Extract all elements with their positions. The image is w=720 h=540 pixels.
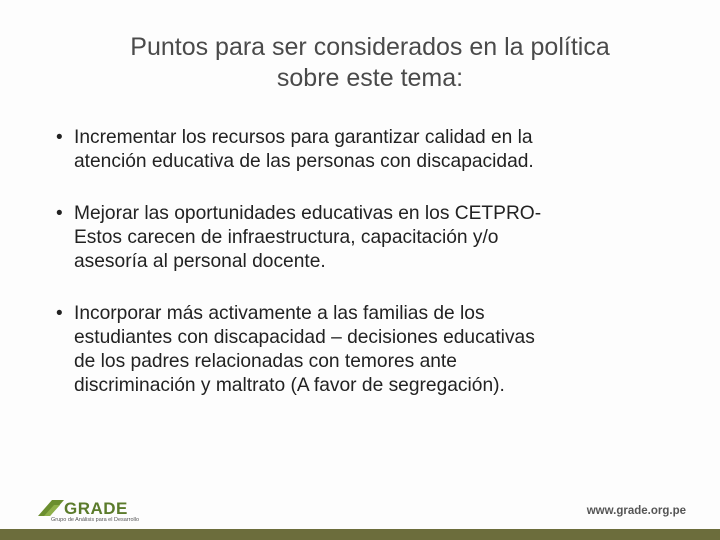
bullet-line: atención educativa de las personas con discapacidad.	[74, 151, 534, 172]
bullet-dot-icon: •	[56, 203, 63, 224]
bullet-item	[56, 202, 656, 274]
slide-title	[60, 32, 680, 94]
bullet-line: asesoría al personal docente.	[74, 251, 326, 272]
logo-wordmark: GRADE	[64, 499, 128, 518]
bullet-item	[56, 302, 656, 398]
footer-accent-bar	[0, 529, 720, 540]
logo-subtext: Grupo de Análisis para el Desarrollo	[51, 517, 140, 523]
bullet-line: Mejorar las oportunidades educativas en los CETPRO-	[74, 203, 542, 224]
grade-logo	[36, 496, 166, 524]
bullet-line: Incorporar más activamente a las familias de los	[74, 303, 485, 324]
bullet-line: Estos carecen de infraestructura, capacitación y/o	[74, 227, 499, 248]
bullet-line: Incrementar los recursos para garantizar calidad en la	[74, 127, 533, 148]
footer-url[interactable]: www.grade.org.pe	[586, 505, 686, 517]
slide-title-line: Puntos para ser considerados en la política	[130, 33, 610, 61]
bullet-dot-icon: •	[56, 127, 63, 148]
bullet-item	[56, 126, 656, 174]
slide-title-line: sobre este tema:	[276, 64, 464, 92]
grade-logo-icon	[36, 498, 66, 518]
bullet-line: discriminación y maltrato (A favor de segregación).	[74, 375, 505, 396]
bullet-dot-icon: •	[56, 303, 63, 324]
bullet-list	[56, 126, 656, 398]
bullet-line: estudiantes con discapacidad – decisiones educativas	[74, 327, 535, 348]
bullet-line: de los padres relacionadas con temores ante	[74, 351, 457, 372]
